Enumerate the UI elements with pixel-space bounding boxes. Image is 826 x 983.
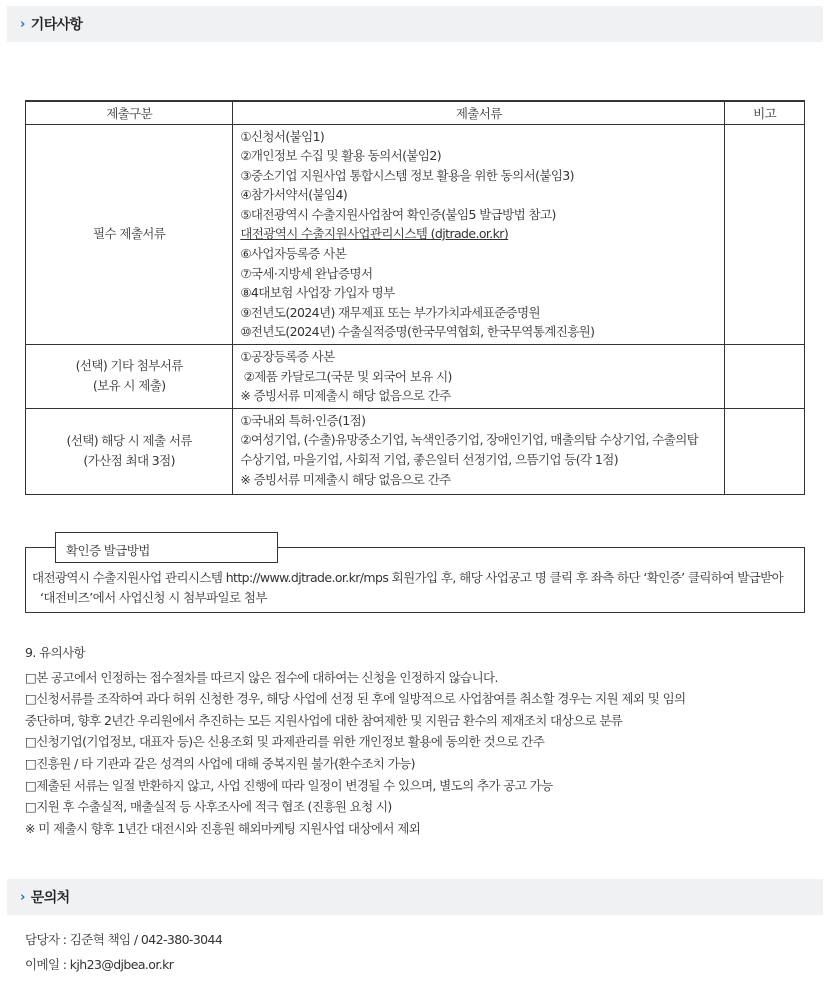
document-item: 수상기업, 마을기업, 사회적 기업, 좋은일터 선정기업, 으뜸기업 등(각 1점)	[240, 452, 619, 467]
document-item: ※ 증빙서류 미제출시 해당 없음으로 간주	[240, 388, 451, 404]
document-item: ②개인정보 수집 및 활용 동의서(붙임2)	[240, 148, 441, 164]
contact-info	[25, 927, 222, 977]
table-row-required	[26, 124, 805, 345]
confirm-method-label: 확인증 발급방법	[55, 532, 278, 563]
documents-cell	[233, 345, 725, 409]
category-cell: 필수 제출서류	[26, 124, 233, 345]
notice-item: □본 공고에서 인정하는 접수절차를 따르지 않은 접수에 대하여는 신청을 인정하지 않습니다.	[25, 669, 498, 685]
note-cell	[725, 408, 805, 494]
category-cell: (선택) 기타 첨부서류 (보유 시 제출)	[26, 345, 233, 409]
document-item: ②여성기업, (수출)유망중소기업, 녹색인증기업, 장애인기업, 매출의탑 수상기업, 수출의탑	[240, 432, 699, 448]
document-item: ⑦국세·지방세 완납증명서	[240, 265, 373, 281]
table-row-bonus	[26, 408, 805, 494]
section-header-contact	[7, 879, 823, 915]
document-item: ⑩전년도(2024년) 수출실적증명(한국무역협회, 한국무역통계진흥원)	[240, 324, 595, 340]
system-link[interactable]: 대전광역시 수출지원사업관리시스템 (djtrade.or.kr)	[240, 226, 509, 242]
notice-item: □진흥원 / 타 기관과 같은 성격의 사업에 대해 중복지원 불가(환수조치 가능)	[25, 755, 415, 771]
chevron-right-icon: ›	[20, 889, 25, 905]
table-row-optional	[26, 345, 805, 409]
header-documents: 제출서류	[233, 101, 725, 124]
notice-item: □신청기업(기업정보, 대표자 등)은 신용조회 및 과제관리를 위한 개인정보 활용에 동의한 것으로 간주	[25, 734, 545, 750]
document-item: ④참가서약서(붙임4)	[240, 187, 348, 203]
chevron-right-icon: ›	[20, 16, 25, 32]
notice-section	[25, 642, 815, 839]
document-item: ⑨전년도(2024년) 재무제표 또는 부가가치과세표준증명원	[240, 304, 540, 320]
section-title-contact: 문의처	[30, 890, 70, 906]
document-item: ※ 증빙서류 미제출시 해당 없음으로 간주	[240, 471, 451, 487]
contact-email[interactable]: 이메일 : kjh23@djbea.or.kr	[25, 957, 174, 972]
table-header-row	[26, 101, 805, 124]
notice-heading: 9. 유의사항	[25, 645, 85, 660]
notice-item: □지원 후 수출실적, 매출실적 등 사후조사에 적극 협조 (진흥원 요청 시)	[25, 799, 392, 815]
documents-cell	[233, 408, 725, 494]
notice-item: ※ 미 제출시 향후 1년간 대전시와 진흥원 해외마케팅 지원사업 대상에서 제외	[25, 820, 421, 836]
notice-item: □제출된 서류는 일절 반환하지 않고, 사업 진행에 따라 일정이 변경될 수 있으며, 별도의 추가 공고 가능	[25, 777, 553, 793]
document-item: ③중소기업 지원사업 통합시스템 정보 활용을 위한 동의서(붙임3)	[240, 167, 574, 183]
document-item: ①신청서(붙임1)	[240, 128, 325, 144]
header-category: 제출구분	[26, 101, 233, 124]
document-item: ⑤대전광역시 수출지원사업참여 확인증(붙임5 발급방법 참고)	[240, 206, 556, 222]
document-item: ①국내외 특허·인증(1점)	[240, 412, 366, 428]
note-cell	[725, 345, 805, 409]
notice-item: □신청서류를 조작하여 과다 허위 신청한 경우, 해당 사업에 선정 된 후에 일방적으로 사업참여를 취소할 경우는 지원 제외 및 임의	[25, 691, 686, 707]
header-note: 비고	[725, 101, 805, 124]
documents-table	[25, 100, 805, 495]
document-item: ①공장등록증 사본	[240, 349, 335, 365]
document-item: ⑥사업자등록증 사본	[240, 246, 347, 262]
document-item: ⑧4대보험 사업장 가입자 명부	[240, 285, 395, 301]
notice-item: 중단하며, 향후 2년간 우리원에서 추진하는 모든 지원사업에 대한 참여제한 및 지원금 환수의 제재조치 대상으로 분류	[25, 712, 623, 728]
section-header-etc	[7, 6, 823, 42]
documents-cell	[233, 124, 725, 345]
note-cell	[725, 124, 805, 345]
contact-manager: 담당자 : 김준혁 책임 / 042-380-3044	[25, 932, 223, 947]
category-cell: (선택) 해당 시 제출 서류 (가산점 최대 3점)	[26, 408, 233, 494]
section-title-etc: 기타사항	[30, 17, 83, 33]
document-item: ②제품 카달로그(국문 및 외국어 보유 시)	[240, 368, 452, 384]
confirm-method-text: 대전광역시 수출지원사업 관리시스템 http://www.djtrade.or.kr/mps 회원가입 후, 해당 사업공고 명 클릭 후 좌측 하단 ‘확인증’ 클릭하여 발급받아 ‘대전비즈’에서 사업신청 시 첨부파일로 첨부	[32, 570, 784, 605]
